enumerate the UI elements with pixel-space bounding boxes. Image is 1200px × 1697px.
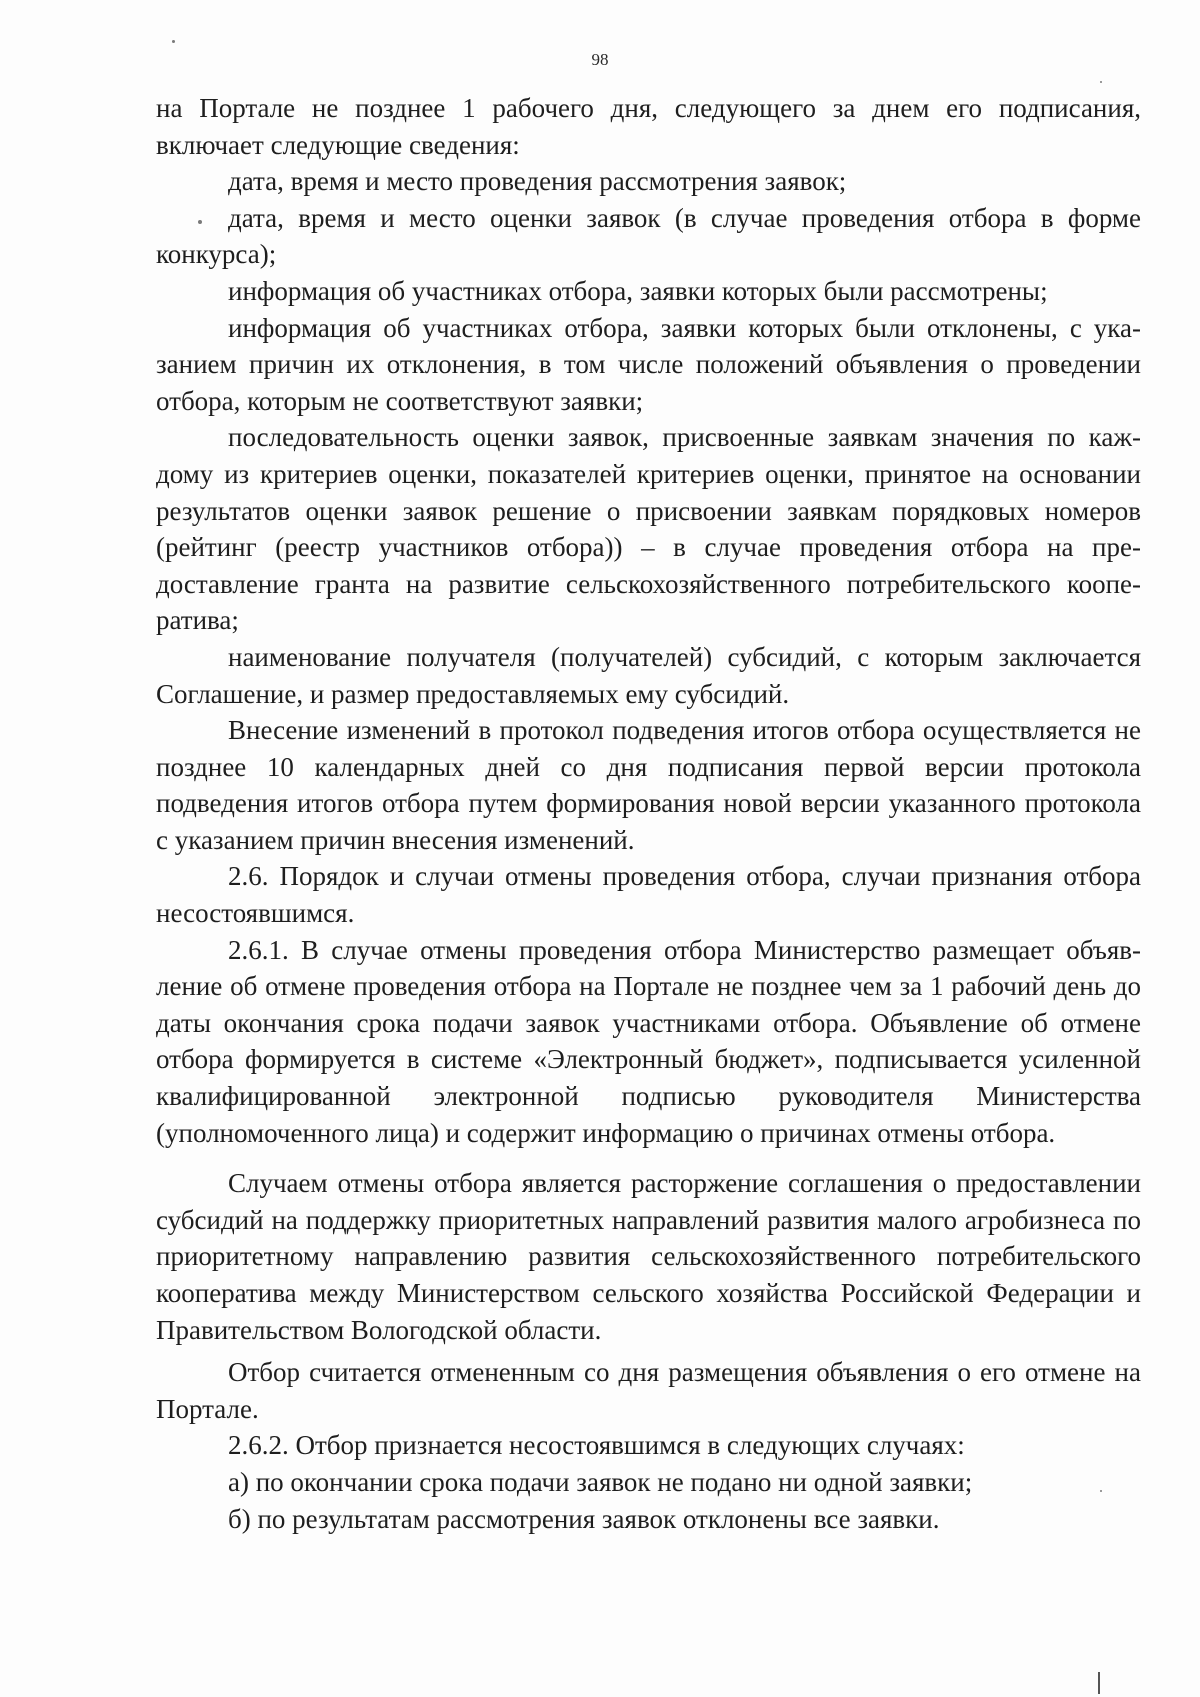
document-body — [156, 90, 1141, 1537]
scan-speck — [172, 40, 175, 43]
paragraph-continuation: на Портале не позднее 1 рабочего дня, следующего за днем его подписания, включает следующие сведения: — [156, 93, 1141, 160]
scan-edge-mark — [1098, 1672, 1100, 1694]
paragraph-2-6-2: 2.6.2. Отбор признается несостоявшимся в следующих случаях: — [228, 1430, 965, 1461]
paragraph-list-item: а) по окончании срока подачи заявок не подано ни одной заявки; — [228, 1466, 973, 1497]
paragraph-list-item: б) по результатам рассмотрения заявок отклонены все заявки. — [228, 1503, 940, 1534]
paragraph-list-item: информация об участниках отбора, заявки которых были отклонены, с указанием причин их отклонения, в том числе положений объявления о проведении отбора, которым не соответствуют заявки; — [156, 312, 1141, 416]
scan-speck — [1100, 1490, 1102, 1492]
paragraph: Случаем отмены отбора является расторжение соглашения о предоставлении субсидий на поддержку приоритетных направлений развития малого агробизнеса по приоритетному направлению развития сельскохозяйственного потребительского кооператива между Министерством сельского хозяйства Российской Федерации и Правительством Вологодской области. — [156, 1168, 1141, 1345]
paragraph-list-item: наименование получателя (получателей) субсидий, с которым заключается Соглашение, и размер предоставляемых ему субсидий. — [156, 641, 1141, 709]
section-heading-2-6: 2.6. Порядок и случаи отмены проведения отбора, случаи признания отбора несостоявшимся. — [156, 861, 1141, 929]
scan-speck — [198, 220, 202, 224]
paragraph-list-item: дата, время и место проведения рассмотрения заявок; — [228, 166, 847, 197]
page-number: 98 — [591, 50, 609, 69]
paragraph-list-item: дата, время и место оценки заявок (в случае проведения отбора в форме конкурса); — [156, 202, 1141, 270]
paragraph-list-item: последовательность оценки заявок, присвоенные заявкам значения по каждому из критериев оценки, показателей критериев оценки, принятое на основании результатов оценки заявок решение о присвоении заявкам порядковых номеров (рейтинг (реестр участников отбора)) – в случае проведения отбора на предоставление гранта на развитие сельскохозяйственного потребительского кооператива; — [156, 422, 1141, 636]
paragraph: Внесение изменений в протокол подведения итогов отбора осуществляется не позднее 10 календарных дней со дня подписания первой версии протокола подведения итогов отбора путем формирования новой версии указанного протокола с указанием причин внесения изменений. — [156, 715, 1141, 855]
scan-speck — [1100, 81, 1102, 83]
paragraph: Отбор считается отмененным со дня размещения объявления о его отмене на Портале. — [156, 1357, 1141, 1424]
paragraph-list-item: информация об участниках отбора, заявки которых были рассмотрены; — [228, 275, 1048, 306]
paragraph-2-6-1: 2.6.1. В случае отмены проведения отбора Министерство размещает объявление об отмене проведения отбора на Портале не позднее чем за 1 рабочий день до даты окончания срока подачи заявок участниками отбора. Объявление об отмене отбора формируется в системе «Электронный бюджет», подписывается усиленной квалифицированной электронной подписью руководителя Министерства (уполномоченного лица) и содержит информацию о причинах отмены отбора. — [156, 934, 1141, 1148]
